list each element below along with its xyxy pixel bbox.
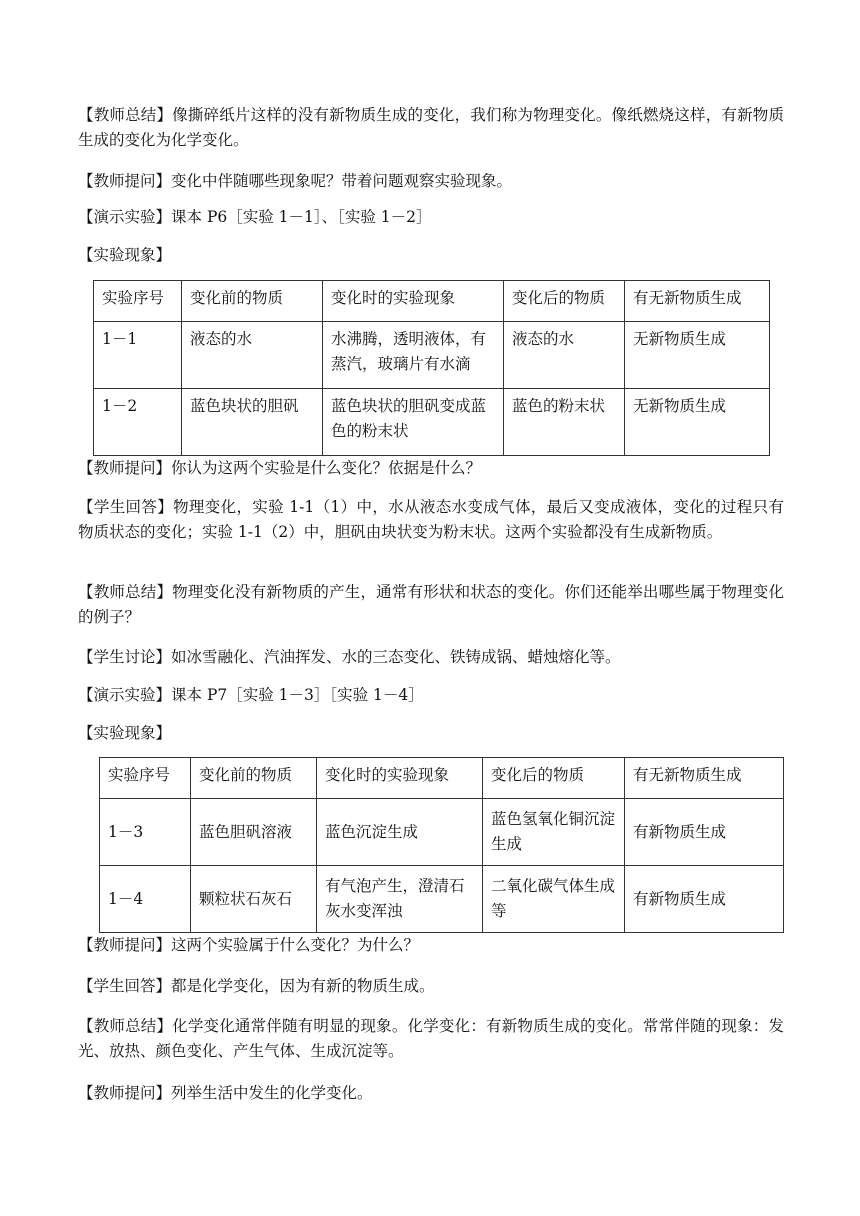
- paragraph-tag: 【演示实验】: [78, 208, 172, 226]
- paragraph-tag: 【教师提问】: [78, 172, 172, 190]
- table-cell: 蓝色块状的胆矾: [182, 389, 323, 456]
- paragraph-tag: 【实验现象】: [78, 246, 172, 264]
- paragraph-teacher-question-4: [78, 1081, 784, 1106]
- table-header-cell: 变化前的物质: [182, 281, 323, 322]
- table-header-row: [100, 758, 784, 799]
- table-cell: 水沸腾，透明液体，有蒸汽，玻璃片有水滴: [323, 322, 504, 389]
- paragraph-teacher-question-2: [78, 456, 784, 481]
- paragraph-text: 如冰雪融化、汽油挥发、水的三态变化、铁铸成锅、蜡烛熔化等。: [171, 648, 621, 666]
- paragraph-text: 物理变化没有新物质的产生，通常有形状和状态的变化。你们还能举出哪些属于物理变化的例子？: [78, 583, 784, 626]
- paragraph-text: 变化中伴随哪些现象呢？带着问题观察实验现象。: [171, 172, 513, 190]
- paragraph-demo-experiment-2: [78, 683, 784, 708]
- paragraph-tag: 【教师总结】: [78, 106, 173, 124]
- paragraph-tag: 【教师总结】: [78, 583, 173, 601]
- paragraph-tag: 【教师提问】: [78, 459, 172, 477]
- table-cell: 蓝色块状的胆矾变成蓝色的粉末状: [323, 389, 504, 456]
- paragraph-teacher-summary-1: [78, 103, 784, 153]
- table-cell: 液态的水: [182, 322, 323, 389]
- table-header-cell: 实验序号: [94, 281, 182, 322]
- experiment-table-2: [99, 757, 784, 933]
- paragraph-text: 都是化学变化，因为有新的物质生成。: [171, 977, 435, 995]
- table-header-row: [94, 281, 770, 322]
- table-cell: 1－2: [94, 389, 182, 456]
- paragraph-teacher-summary-3: [78, 1014, 784, 1064]
- paragraph-text: 物理变化，实验 1-1（1）中，水从液态水变成气体，最后又变成液体，变化的过程只有物质状态的变化；实验 1-1（2）中，胆矾由块状变为粉末状。这两个实验都没有生成新物质。: [78, 498, 784, 541]
- table-header-cell: 变化后的物质: [504, 281, 625, 322]
- paragraph-student-discussion: [78, 645, 784, 670]
- table-header-cell: 有无新物质生成: [625, 758, 784, 799]
- table-cell: 有气泡产生，澄清石灰水变浑浊: [317, 866, 483, 933]
- paragraph-tag: 【学生讨论】: [78, 648, 172, 666]
- paragraph-text: 像撕碎纸片这样的没有新物质生成的变化，我们称为物理变化。像纸燃烧这样，有新物质生成的变化为化学变化。: [78, 106, 784, 149]
- paragraph-text: 课本 P6［实验 1－1］、［实验 1－2］: [171, 208, 432, 226]
- table-row: [100, 799, 784, 866]
- table-cell: 蓝色沉淀生成: [317, 799, 483, 866]
- table-header-cell: 变化时的实验现象: [323, 281, 504, 322]
- paragraph-text: 你认为这两个实验是什么变化？依据是什么？: [171, 459, 482, 477]
- table-cell: 蓝色胆矾溶液: [191, 799, 317, 866]
- table-cell: 液态的水: [504, 322, 625, 389]
- paragraph-text: 化学变化通常伴随有明显的现象。化学变化：有新物质生成的变化。常常伴随的现象：发光、放热、颜色变化、产生气体、生成沉淀等。: [78, 1017, 784, 1060]
- paragraph-student-answer-2: [78, 974, 784, 999]
- paragraph-demo-experiment-1: [78, 205, 784, 230]
- table-header-cell: 实验序号: [100, 758, 191, 799]
- table-cell: 1－4: [100, 866, 191, 933]
- paragraph-tag: 【教师提问】: [78, 936, 172, 954]
- experiment-table-1: [93, 280, 770, 456]
- paragraph-experiment-phenomena-2: [78, 721, 784, 746]
- table-row: [94, 389, 770, 456]
- table-header-cell: 有无新物质生成: [625, 281, 770, 322]
- table-cell: 有新物质生成: [625, 799, 784, 866]
- table-header-cell: 变化时的实验现象: [317, 758, 483, 799]
- table-cell: 无新物质生成: [625, 389, 770, 456]
- paragraph-text: 列举生活中发生的化学变化。: [171, 1084, 373, 1102]
- table-cell: 有新物质生成: [625, 866, 784, 933]
- paragraph-tag: 【教师提问】: [78, 1084, 172, 1102]
- paragraph-teacher-question-1: [78, 169, 784, 194]
- paragraph-text: 课本 P7［实验 1－3］［实验 1－4］: [171, 686, 424, 704]
- paragraph-text: 这两个实验属于什么变化？为什么？: [171, 936, 420, 954]
- paragraph-tag: 【教师总结】: [78, 1017, 173, 1035]
- table-header-cell: 变化后的物质: [483, 758, 625, 799]
- table-header-cell: 变化前的物质: [191, 758, 317, 799]
- paragraph-tag: 【演示实验】: [78, 686, 172, 704]
- table-cell: 无新物质生成: [625, 322, 770, 389]
- table-row: [100, 866, 784, 933]
- paragraph-tag: 【实验现象】: [78, 724, 172, 742]
- table-cell: 蓝色的粉末状: [504, 389, 625, 456]
- paragraph-tag: 【学生回答】: [78, 977, 172, 995]
- paragraph-student-answer-1: [78, 495, 784, 545]
- table-cell: 蓝色氢氧化铜沉淀生成: [483, 799, 625, 866]
- table-cell: 二氧化碳气体生成等: [483, 866, 625, 933]
- table-row: [94, 322, 770, 389]
- table-cell: 1－3: [100, 799, 191, 866]
- paragraph-experiment-phenomena-1: [78, 243, 784, 268]
- paragraph-tag: 【学生回答】: [78, 498, 174, 516]
- paragraph-teacher-question-3: [78, 933, 784, 958]
- paragraph-teacher-summary-2: [78, 580, 784, 630]
- table-cell: 1－1: [94, 322, 182, 389]
- table-cell: 颗粒状石灰石: [191, 866, 317, 933]
